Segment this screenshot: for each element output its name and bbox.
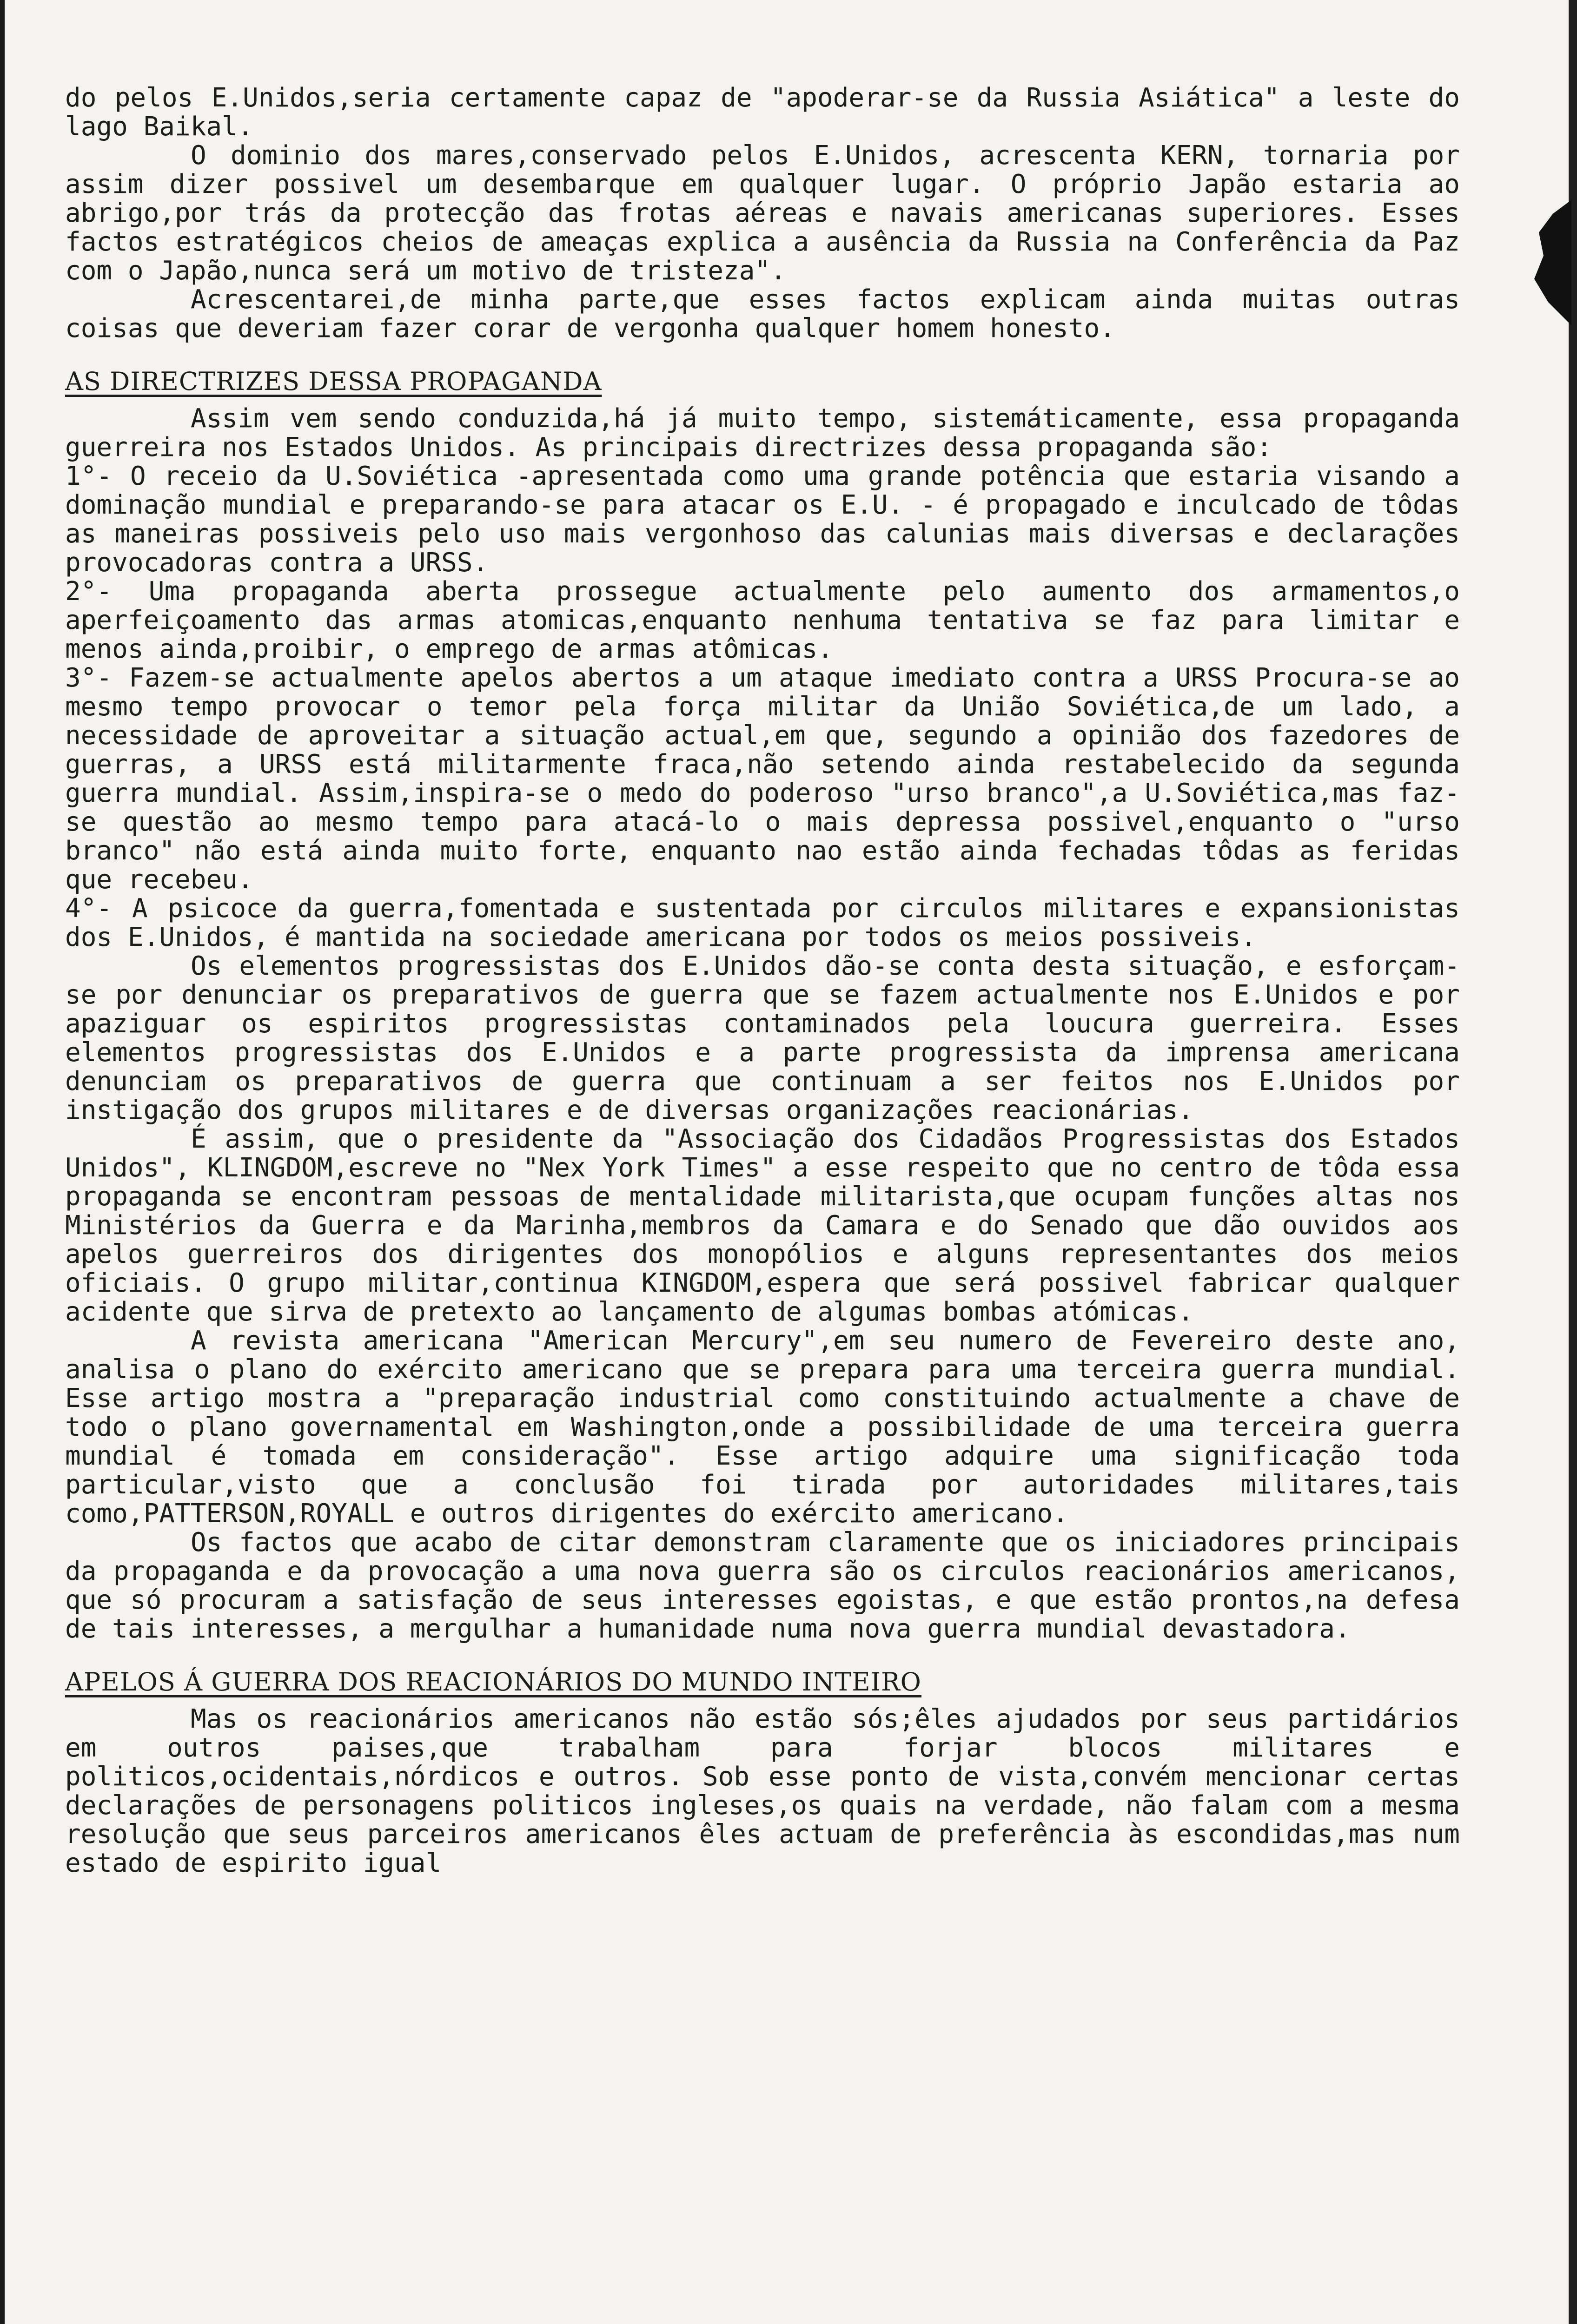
scan-right-edge	[1569, 0, 1577, 2324]
section1-item-3: 3°- Fazem-se actualmente apelos abertos a um ataque imediato contra a URSS Procura-se ao mesmo tempo provocar o temor pela força militar da União Soviética,de um lado, a necessidade de aproveitar a situação actual,em que, segundo a opinião dos fazedores de guerras, a URSS está militarmente fraca,não setendo ainda restabelecido da segunda guerra mundial. Assim,inspira-se o medo do poderoso "urso branco",a U.Soviética,mas faz-se questão ao mesmo tempo para atacá-lo o mais depressa possivel,enquanto o "urso branco" não está ainda muito forte, enquanto nao estão ainda fechadas tôdas as feridas que recebeu.	[65, 663, 1476, 895]
intro-paragraph-1: do pelos E.Unidos,seria certamente capaz de "apoderar-se da Russia Asiática" a leste do lago Baikal.	[65, 83, 1476, 142]
section2-paragraph-1: Mas os reacionários americanos não estão sós;êles ajudados por seus partidários em outros paises,que trabalham para forjar blocos militares e politicos,ocidentais,nórdicos e outros. Sob esse ponto de vista,convém mencionar certas declarações de personagens politicos ingleses,os quais na verdade, não falam com a mesma resolução que seus parceiros americanos êles actuam de preferência às escondidas,mas num estado de espirito igual	[65, 1704, 1476, 1878]
binding-mark-icon	[1530, 200, 1571, 325]
section1-paragraph-progressistas: Os elementos progressistas dos E.Unidos dão-se conta desta situação, e esforçam-se por denunciar os preparativos de guerra que se fazem actualmente nos E.Unidos e por apaziguar os espiritos progressistas contaminados pela loucura guerreira. Esses elementos progressistas dos E.Unidos e a parte progressista da imprensa americana denunciam os preparativos de guerra que continuam a ser feitos nos E.Unidos por instigação dos grupos militares e de diversas organizações reacionárias.	[65, 951, 1476, 1125]
section1-paragraph-american-mercury: A revista americana "American Mercury",em seu numero de Fevereiro deste ano, analisa o plano do exército americano que se prepara para uma terceira guerra mundial. Esse artigo mostra a "preparação industrial como constituindo actualmente a chave de todo o plano governamental em Washington,onde a possibilidade de uma terceira guerra mundial é tomada em consideração". Esse artigo adquire uma significação toda particular,visto que a conclusão foi tirada por autoridades militares,tais como,PATTERSON,ROYALL e outros dirigentes do exército americano.	[65, 1326, 1476, 1529]
section1-paragraph-1: Assim vem sendo conduzida,há já muito tempo, sistemáticamente, essa propaganda guerreira nos Estados Unidos. As principais directrizes dessa propaganda são:	[65, 403, 1476, 462]
scan-left-edge	[0, 0, 5, 2324]
section-heading-apelos: APELOS Á GUERRA DOS REACIONÁRIOS DO MUNDO INTEIRO	[65, 1667, 921, 1697]
intro-paragraph-3: Acrescentarei,de minha parte,que esses factos explicam ainda muitas outras coisas que deveriam fazer corar de vergonha qualquer homem honesto.	[65, 284, 1476, 343]
intro-paragraph-2: O dominio dos mares,conservado pelos E.Unidos, acrescenta KERN, tornaria por assim dizer possivel um desembarque em qualquer lugar. O próprio Japão estaria ao abrigo,por trás da protecção das frotas aéreas e navais americanas superiores. Esses factos estratégicos cheios de ameaças explica a ausência da Russia na Conferência da Paz com o Japão,nunca será um motivo de tristeza".	[65, 140, 1476, 286]
section1-paragraph-klingdom: É assim, que o presidente da "Associação dos Cidadãos Progressistas dos Estados Unidos", KLINGDOM,escreve no "Nex York Times" a esse respeito que no centro de tôda essa propaganda se encontram pessoas de mentalidade militarista,que ocupam funções altas nos Ministérios da Guerra e da Marinha,membros da Camara e do Senado que dão ouvidos aos apelos guerreiros dos dirigentes dos monopólios e alguns representantes dos meios oficiais. O grupo militar,continua KINGDOM,espera que será possivel fabricar qualquer acidente que sirva de pretexto ao lançamento de algumas bombas atómicas.	[65, 1124, 1476, 1327]
section1-paragraph-conclusion: Os factos que acabo de citar demonstram claramente que os iniciadores principais da propaganda e da provocação a uma nova guerra são os circulos reacionários americanos, que só procuram a satisfação de seus interesses egoistas, e que estão prontos,na defesa de tais interesses, a mergulhar a humanidade numa nova guerra mundial devastadora.	[65, 1527, 1476, 1644]
section1-item-2: 2°- Uma propaganda aberta prossegue actualmente pelo aumento dos armamentos,o aperfeiçoamento das armas atomicas,enquanto nenhuma tentativa se faz para limitar e menos ainda,proibir, o emprego de armas atômicas.	[65, 576, 1476, 664]
document-body	[65, 83, 1476, 1878]
section-heading-directrizes: AS DIRECTRIZES DESSA PROPAGANDA	[65, 367, 602, 396]
section1-item-4: 4°- A psicoce da guerra,fomentada e sustentada por circulos militares e expansionistas dos E.Unidos, é mantida na sociedade americana por todos os meios possiveis.	[65, 893, 1476, 952]
section1-item-1: 1°- O receio da U.Soviética -apresentada como uma grande potência que estaria visando a dominação mundial e preparando-se para atacar os E.U. - é propagado e inculcado de tôdas as maneiras possiveis pelo uso mais vergonhoso das calunias mais diversas e declarações provocadoras contra a URSS.	[65, 461, 1476, 578]
